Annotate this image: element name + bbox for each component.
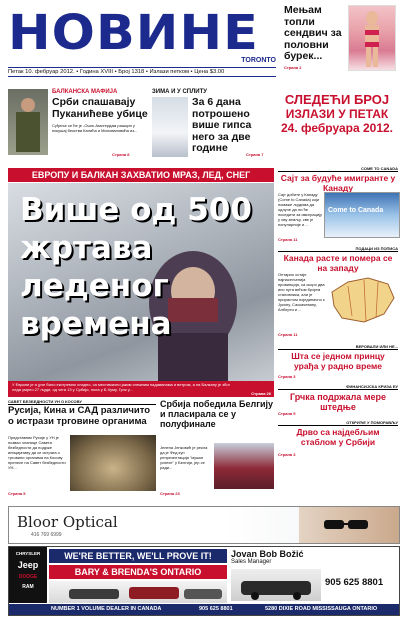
prince-headline: Шта се једном принцу урађа у радно време (291, 351, 385, 371)
bloor-phone: 416 769 6999 (31, 532, 62, 538)
top-right-teaser[interactable] (284, 5, 396, 69)
kosovo-headline: Русија, Кина и САД различито о истрази трговине органима (8, 405, 151, 427)
story-greece[interactable] (278, 384, 398, 418)
canada-body: Сајт добите у Канаду (Come to Canada) који помаже људима да одлуче да ли ће поседити за имиграцију у ову земљу, све је популарније и ... (278, 192, 322, 227)
masthead-info: Петак 10. фебруар 2012. • Година XVIII • Број 1318 • Излази петком • Цена $3.00 (8, 67, 276, 77)
sport-page: Страна 23 (160, 491, 180, 496)
canada-screenshot-text: Come to Canada (328, 207, 384, 214)
story-kosovo[interactable] (8, 399, 156, 499)
dealer-brands (9, 547, 47, 603)
kosovo-kicker: САВЕТ БЕЗБЕДНОСТИ УН О КОСОВУ (8, 399, 156, 405)
right-column (278, 166, 398, 506)
dealer-contact (231, 549, 397, 603)
top-right-headline: Мењам топли сендвич за половни бурек... (284, 4, 342, 62)
story-census[interactable] (278, 246, 398, 340)
greece-headline: Грчка подржала мере штедње (289, 392, 387, 412)
dealer-contact-phone: 905 625 8801 (325, 577, 384, 588)
mafia-kicker: БАЛКАНСКА МАФИЈА (52, 89, 118, 95)
canada-screenshot (324, 192, 400, 238)
census-body: Онтарио остаје најнасељенија провинција, са скоро два ипо пута већом бројем становника, али је прирастом појединачно к Јукону, Саскачевану, Алберти и ... (278, 272, 325, 312)
brand-ram: RAM (22, 584, 34, 590)
kosovo-body: Представник Русије у УН је позвао чланице Савета безбедности да подрже иницијативу да се истрага о трговини органима на Косову пренесе на Савет безбедности УН... (8, 435, 66, 470)
main-banner-text: ЕВРОПУ И БАЛКАН ЗАХВАТИО МРАЗ, ЛЕД, СНЕГ (31, 170, 251, 180)
model-sunglasses-photo (299, 507, 399, 543)
split-page: Страна 7 (246, 152, 264, 157)
dealer-footer (9, 604, 399, 615)
main-headline-3: леденог (20, 268, 169, 304)
main-headline-2: жртава (20, 230, 153, 266)
next-issue-line1: СЛЕДЕЋИ БРОЈ (284, 92, 390, 107)
mafia-photo (8, 89, 48, 155)
dealer-cars-photo (49, 581, 227, 603)
main-caption-text: У Европи је и јуче било екстремно хладно, са местимично јаким снежним падавинама и ветром, а на Балкану је због леда умрло 27 људи, од чега 13 у Србији, пола у Б.Хуму, Грчк у... (12, 382, 231, 392)
mafia-headline: Срби спашавају Пуканићеве убице (52, 96, 148, 120)
top-right-page: Страна 2 (284, 65, 302, 70)
tree-headline: Дрво са најдебљим стаблом у Србији (296, 427, 380, 447)
kosovo-page: Страна 5 (8, 491, 26, 496)
tennis-team-photo (214, 443, 274, 489)
story-sport[interactable] (160, 399, 274, 499)
main-headline-4: времена (20, 306, 172, 342)
canada-page: Страна 11 (278, 237, 298, 242)
greece-page: Страна 9 (278, 411, 296, 416)
masthead (8, 5, 278, 85)
sport-headline: Србија победила Белгију и пласирала се у полуфинале (160, 399, 274, 429)
main-photo[interactable] (8, 183, 274, 381)
un-council-photo (70, 435, 156, 491)
sport-body: Јелена Јенковић је рекла да је Фед куп репрезентација "мушке успехе" у Белгији, јер се ради... (160, 445, 208, 470)
mafia-body: Суђење се ће је -Ошљ Амстердам рашцин у покушај бекства Калића и Миловановића из... (52, 123, 138, 133)
census-page: Страна 11 (278, 332, 298, 337)
brand-dodge: DODGE (18, 574, 38, 580)
dealer-car-photo (231, 569, 321, 601)
ad-dealer[interactable] (8, 546, 400, 616)
brand-chrysler: CHRYSLER (15, 551, 41, 556)
bloor-name: Bloor Optical (17, 513, 118, 531)
brand-jeep: Jeep (17, 560, 39, 570)
story-prince[interactable] (278, 344, 398, 382)
tree-kicker: ОТКРИЋЕ У ПОМОРАВЉУ (278, 420, 398, 426)
main-banner (8, 168, 274, 182)
teaser-mafia[interactable] (8, 89, 150, 165)
main-caption (8, 381, 274, 397)
teaser-split[interactable] (152, 89, 274, 165)
main-caption-page: Страна 26 (251, 391, 271, 396)
canada-headline: Сајт за будуће имигранте у Канаду (280, 173, 396, 193)
mafia-page: Страна 8 (112, 152, 130, 157)
split-photo (152, 97, 188, 157)
dealer-contact-name: Jovan Bob Božić (231, 549, 304, 559)
dealer-tagline: NUMBER 1 VOLUME DEALER IN CANADA (51, 606, 162, 612)
canada-kicker: COME TO CANADA (278, 166, 398, 172)
dealer-slogan: WE'RE BETTER, WE'LL PROVE IT! (49, 549, 227, 563)
masthead-city: TORONTO (241, 57, 276, 64)
split-headline: За 6 дана потрошено више гипса него за две године (192, 96, 252, 154)
tree-page: Страна 3 (278, 452, 296, 457)
masthead-title: НОВИНЕ (8, 5, 259, 61)
dealer-address: 5280 DIXIE ROAD MISSISSAUGA ONTARIO (265, 606, 378, 612)
prince-kicker: ВЕРОВАЛИ ИЛИ НЕ... (278, 344, 398, 350)
next-issue-line2: ИЗЛАЗИ У ПЕТАК (285, 107, 389, 121)
census-headline: Канада расте и помера се на западу (283, 253, 393, 273)
main-headline-1: Више од 500 (20, 192, 252, 228)
split-kicker: ЗИМА И У СПЛИТУ (152, 89, 208, 95)
dealer-name: BARY & BRENDA'S ONTARIO (49, 565, 227, 579)
story-tree[interactable] (278, 420, 398, 460)
dealer-contact-title: Sales Manager (231, 559, 272, 565)
next-issue-line3: 24. фебруара 2012. (280, 121, 393, 135)
dealer-phone: 905 625 8801 (199, 606, 233, 612)
canada-map (328, 272, 398, 330)
story-canada[interactable] (278, 166, 398, 244)
greece-kicker: ФИНАНСИЈСКА КРИЗА ЕУ (278, 384, 398, 390)
bikini-photo (348, 5, 396, 71)
census-kicker: ПОДАЦИ ИЗ ПОПИСА (278, 246, 398, 252)
next-issue-box (276, 92, 398, 136)
prince-page: Страна 3 (278, 374, 296, 379)
ad-bloor-optical[interactable] (8, 506, 400, 544)
